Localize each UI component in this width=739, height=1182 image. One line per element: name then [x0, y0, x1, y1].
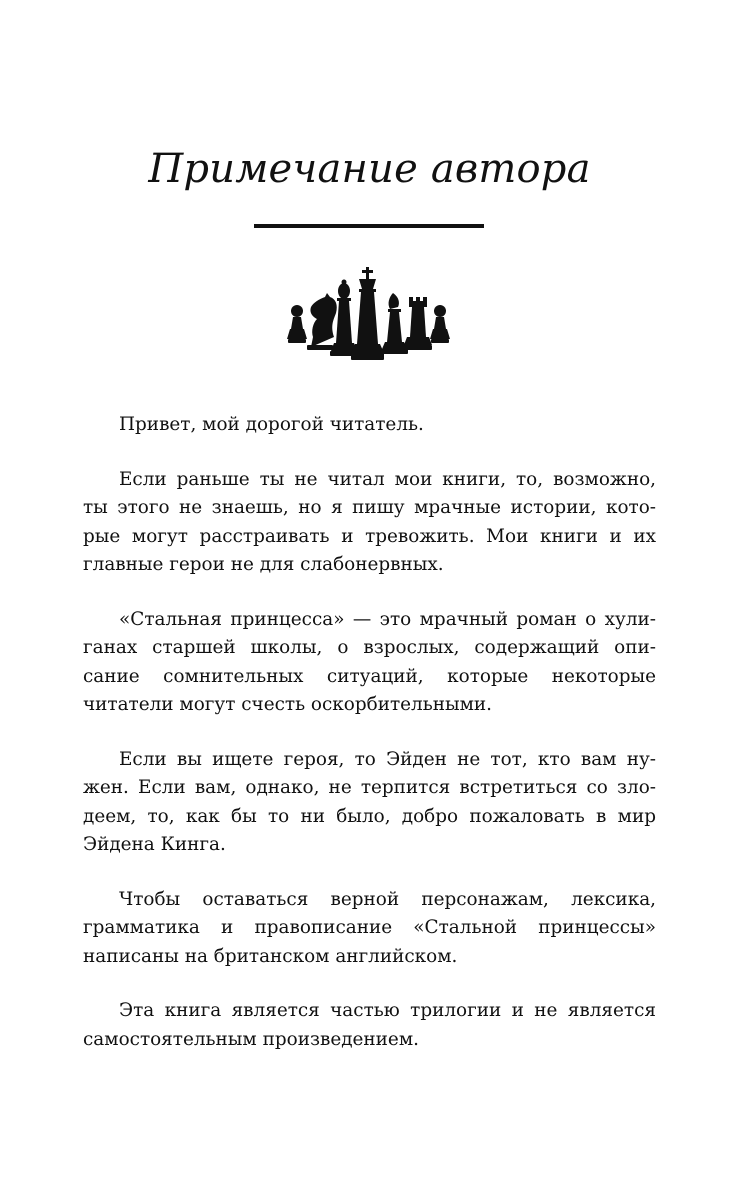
text-line: Привет, мой дорогой читатель. [119, 414, 424, 435]
text-line: написаны на британском английском. [83, 945, 458, 967]
text-line: Чтобы оставаться верной персонажам, лексика, [119, 888, 656, 910]
rook-icon [404, 297, 432, 350]
text-line: главные герои не для слабонервных. [83, 554, 444, 575]
text-line: «Стальная принцесса» — это мрачный роман о хули- [119, 608, 656, 630]
text-line: грамматика и правописание «Стальной принцессы» [83, 917, 656, 938]
text-line: жен. Если вам, однако, не терпится встретиться со зло- [83, 777, 656, 798]
title-divider [254, 224, 484, 228]
text-line: читатели могут счесть оскорбительными. [83, 694, 493, 715]
bishop-right-icon [381, 293, 408, 354]
text-line: ты этого не знаешь, но я пишу мрачные истории, кото- [83, 497, 656, 518]
pawn-left-icon [287, 305, 307, 343]
text-line: самостоятельным произведением. [83, 1028, 419, 1050]
text-line: ганах старшей школы, о взрослых, содержащий опи- [83, 637, 656, 658]
text-line: сание сомнительных ситуаций, которые некоторые [83, 665, 656, 687]
pawn-right-icon [430, 305, 450, 343]
king-icon [351, 267, 384, 360]
text-line: деем, то, как бы то ни было, добро пожаловать в мир [83, 805, 656, 827]
chess-pieces-icon [285, 265, 455, 365]
page-title: Примечание автора [148, 146, 591, 192]
paragraph [83, 746, 656, 860]
knight-icon [307, 293, 337, 350]
paragraph [83, 997, 656, 1054]
paragraph [83, 606, 656, 720]
paragraph [83, 886, 656, 972]
text-line: Эта книга является частью трилогии и не является [119, 1000, 656, 1021]
author-note-text [83, 411, 656, 1080]
text-line: Если раньше ты не читал мои книги, то, возможно, [119, 468, 656, 490]
text-line: Если вы ищете героя, то Эйден не тот, кто вам ну- [119, 748, 656, 770]
paragraph [83, 466, 656, 580]
text-line: рые могут расстраивать и тревожить. Мои книги и их [83, 525, 656, 547]
paragraph [83, 411, 656, 440]
text-line: Эйдена Кинга. [83, 834, 226, 855]
